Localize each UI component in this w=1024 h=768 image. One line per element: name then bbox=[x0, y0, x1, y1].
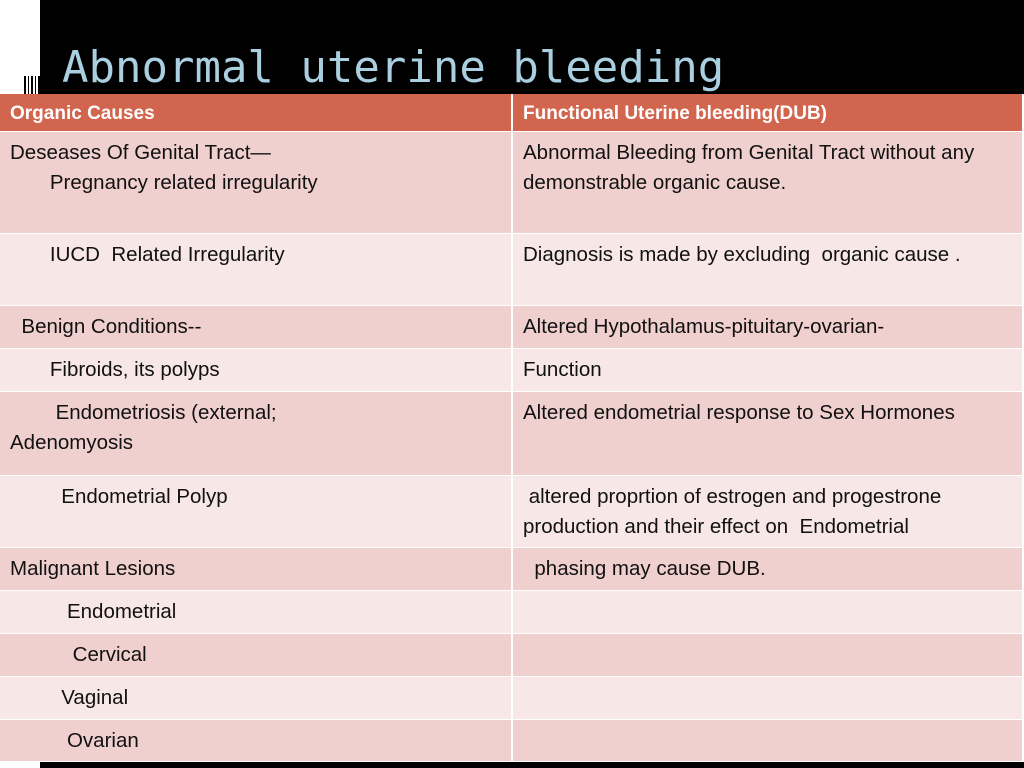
cell-text: IUCD Related Irregularity bbox=[10, 242, 285, 266]
organic-cause-cell bbox=[0, 475, 512, 547]
functional-cause-cell bbox=[512, 547, 1023, 590]
cell-text: Malignant Lesions bbox=[10, 556, 176, 580]
functional-cause-cell bbox=[512, 676, 1023, 719]
table-row bbox=[0, 475, 1023, 547]
table-header-row bbox=[0, 94, 1023, 131]
organic-cause-cell bbox=[0, 719, 512, 761]
cell-text: Endometrial bbox=[10, 599, 177, 623]
table-row bbox=[0, 547, 1023, 590]
functional-cause-cell bbox=[512, 348, 1023, 391]
cell-text: Cervical bbox=[10, 642, 147, 666]
slide-title: Abnormal uterine bleeding bbox=[62, 42, 725, 93]
table-row bbox=[0, 719, 1023, 761]
header-functional-bleeding: Functional Uterine bleeding(DUB) bbox=[512, 94, 1023, 131]
decorative-bars-icon bbox=[24, 76, 40, 94]
organic-cause-cell bbox=[0, 547, 512, 590]
cell-text: phasing may cause DUB. bbox=[523, 556, 766, 580]
cell-text: Endometriosis (external; Adenomyosis bbox=[10, 400, 277, 454]
functional-cause-cell bbox=[512, 633, 1023, 676]
functional-cause-cell bbox=[512, 391, 1023, 475]
causes-table bbox=[0, 94, 1024, 762]
organic-cause-cell bbox=[0, 391, 512, 475]
table-row bbox=[0, 233, 1023, 305]
table-row bbox=[0, 633, 1023, 676]
functional-cause-cell bbox=[512, 590, 1023, 633]
organic-cause-cell bbox=[0, 348, 512, 391]
cell-text: Vaginal bbox=[10, 685, 129, 709]
functional-cause-cell bbox=[512, 475, 1023, 547]
cell-text: Altered endometrial response to Sex Hormones bbox=[523, 400, 955, 424]
organic-cause-cell bbox=[0, 676, 512, 719]
organic-cause-cell bbox=[0, 233, 512, 305]
cell-text: Abnormal Bleeding from Genital Tract without any demonstrable organic cause. bbox=[523, 140, 980, 194]
cell-text: Endometrial Polyp bbox=[10, 484, 228, 508]
cell-text: altered proprtion of estrogen and progestrone production and their effect on Endometrial bbox=[523, 484, 947, 538]
organic-cause-cell bbox=[0, 131, 512, 233]
cell-text: Diagnosis is made by excluding organic cause . bbox=[523, 242, 961, 266]
functional-cause-cell bbox=[512, 131, 1023, 233]
functional-cause-cell bbox=[512, 719, 1023, 761]
table-row bbox=[0, 676, 1023, 719]
table-row bbox=[0, 131, 1023, 233]
cell-text: Fibroids, its polyps bbox=[10, 357, 220, 381]
cell-text: Ovarian bbox=[10, 728, 139, 752]
cell-text: Altered Hypothalamus-pituitary-ovarian- bbox=[523, 314, 885, 338]
functional-cause-cell bbox=[512, 233, 1023, 305]
organic-cause-cell bbox=[0, 590, 512, 633]
cell-text: Benign Conditions-- bbox=[10, 314, 202, 338]
organic-cause-cell bbox=[0, 633, 512, 676]
cell-text: Function bbox=[523, 357, 602, 381]
functional-cause-cell bbox=[512, 305, 1023, 348]
cell-text: Deseases Of Genital Tract— Pregnancy related irregularity bbox=[10, 140, 318, 194]
table-row bbox=[0, 391, 1023, 475]
table-row bbox=[0, 348, 1023, 391]
organic-cause-cell bbox=[0, 305, 512, 348]
table-row bbox=[0, 590, 1023, 633]
table-row bbox=[0, 305, 1023, 348]
header-organic-causes: Organic Causes bbox=[0, 94, 512, 131]
